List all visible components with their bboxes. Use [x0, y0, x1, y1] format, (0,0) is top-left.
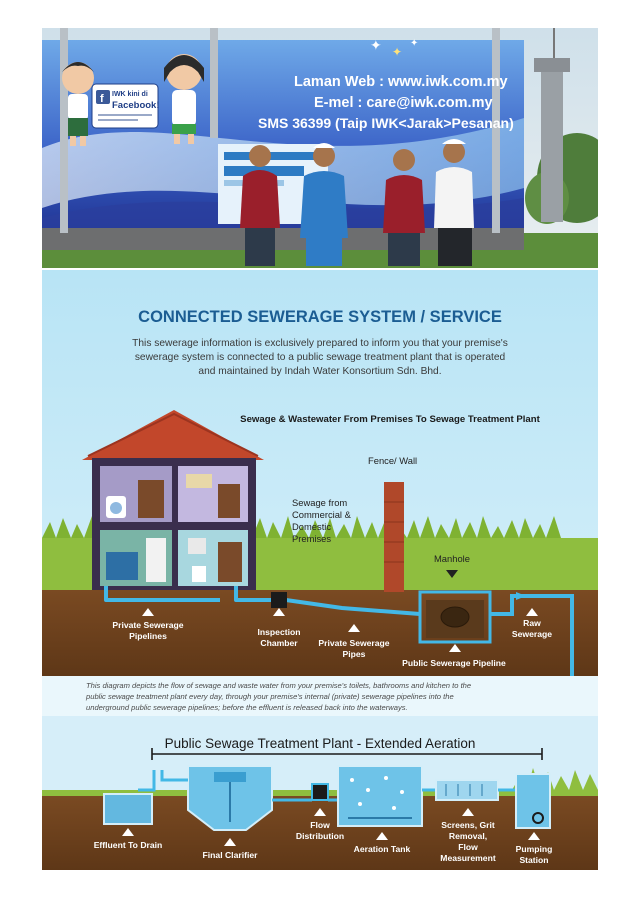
inspection-chamber-icon [271, 592, 287, 608]
final-clarifier-icon [188, 766, 272, 830]
facebook-badge [92, 84, 160, 128]
raw-sewerage-label-2: Sewerage [511, 629, 553, 639]
contact-web: Laman Web : www.iwk.com.my [294, 74, 508, 90]
screens-label-4: Measurement [440, 853, 496, 863]
final-clarifier-label: Final Clarifier [202, 850, 258, 860]
plant-title: Public Sewage Treatment Plant - Extended Aeration [164, 736, 476, 751]
screens-grit-icon [436, 780, 498, 800]
flow-distribution-label-1: Flow [310, 820, 330, 830]
sewage-from-line-2: Commercial & [292, 509, 351, 520]
intro-line-1: This sewerage information is exclusively prepared to inform you that your premise's [132, 338, 508, 349]
contact-sms: SMS 36399 (Taip IWK<Jarak>Pesanan) [258, 115, 514, 131]
facebook-badge-line1: IWK kini di [112, 91, 148, 98]
svg-text:f: f [100, 93, 104, 105]
facebook-badge-line2: Facebook! [112, 100, 160, 111]
fence-label: Fence/ Wall [368, 455, 418, 466]
manhole-label: Manhole [434, 553, 470, 564]
contact-email: E-mel : care@iwk.com.my [314, 95, 493, 111]
sewage-from-line-4: Premises [292, 533, 332, 544]
private-pipelines-label-2: Pipelines [129, 631, 167, 641]
description-line-3: underground public sewerage pipelines; before the effluent is released back into the waterways. [86, 703, 408, 712]
diagram-title: CONNECTED SEWERAGE SYSTEM / SERVICE [138, 308, 502, 326]
flow-distribution-label-2: Distribution [295, 831, 345, 841]
sewage-from-line-1: Sewage from [292, 497, 348, 508]
private-pipelines-label-1: Private Sewerage [112, 620, 184, 630]
flow-distribution-icon [312, 784, 328, 800]
private-pipes-label-1: Private Sewerage [318, 638, 390, 648]
sewerage-diagram [42, 270, 598, 870]
pumping-station-label-1: Pumping [515, 844, 553, 854]
photo-banner [42, 28, 598, 268]
public-pipeline-label: Public Sewerage Pipeline [402, 658, 506, 668]
description-line-1: This diagram depicts the flow of sewage and waste water from your premise's toilets, bathrooms and kitchen to the [86, 681, 472, 690]
private-pipes-label-2: Pipes [342, 649, 366, 659]
sewage-from-line-3: Domestic [292, 521, 332, 532]
aeration-tank-icon [338, 766, 422, 826]
effluent-label: Effluent To Drain [93, 840, 163, 850]
fence-wall-icon [384, 482, 404, 592]
inspection-chamber-label-2: Chamber [260, 638, 298, 648]
screens-label-1: Screens, Grit [441, 820, 495, 830]
svg-text:✦: ✦ [370, 38, 382, 54]
screens-label-2: Removal, [448, 831, 488, 841]
intro-line-3: and maintained by Indah Water Konsortium Sdn. Bhd. [198, 366, 442, 377]
diagram-subtitle: Sewage & Wastewater From Premises To Sewage Treatment Plant [240, 414, 540, 425]
svg-text:✦: ✦ [410, 38, 419, 49]
raw-sewerage-label-1: Raw [523, 618, 541, 628]
screens-label-3: Flow [458, 842, 478, 852]
photo-illustration [42, 28, 598, 268]
intro-line-2: sewerage system is connected to a public sewage treatment plant that is operated [134, 352, 506, 363]
pumping-station-icon [516, 774, 550, 828]
aeration-tank-label: Aeration Tank [353, 844, 411, 854]
pumping-station-label-2: Station [519, 855, 549, 865]
svg-text:✦: ✦ [392, 45, 403, 59]
inspection-chamber-label-1: Inspection [257, 627, 301, 637]
description-line-2: public sewage treatment plant every day, through your premise's internal (private) sewerage pipelines into the [86, 692, 454, 701]
sewerage-diagram-svg [42, 270, 598, 870]
